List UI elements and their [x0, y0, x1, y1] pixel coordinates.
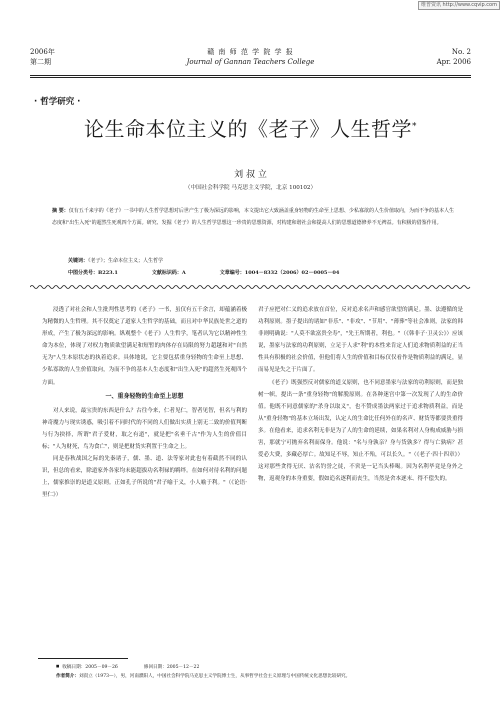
- bullet-icon: ■: [56, 664, 60, 668]
- body-paragraph: 君子应把对仁义的追求放在首位，反对追求名声和感官欲望的满足。墨、法遵循的是功利原则。墨子提出的诸如"非乐"、"非攻"、"节用"、"薄葬"等社会准则，法家的韩非则明确说："人莫不欲富贵全寿"，"先王所期者，利也。"（《韩非子·卫灵公》）应该说，墨家与法家的功利原则，立足于人求"利"的本性来肯定人们追求物质利益的正当性具有积极的社会价值，但他们将人生的价值和目标仅仅看作是物质利益的满足，显而易见是失之于片面了。: [258, 307, 463, 374]
- header-rule-bottom: [30, 77, 471, 78]
- journal-name-cn: 赣 南 师 范 学 院 学 报: [207, 48, 294, 56]
- article-number: 文章编号：1004－8332（2006）02－0005－04: [219, 270, 340, 276]
- footnote-author: [56, 672, 466, 681]
- footnote-rule: [38, 658, 128, 659]
- revised-date: 修回日期：2005－12－22: [143, 665, 200, 670]
- header-no: No. 2: [451, 48, 471, 56]
- title-footnote-mark: *: [412, 121, 417, 132]
- author-bio-label: 作者简介：: [56, 674, 79, 679]
- header-date: Apr. 2006: [436, 58, 471, 66]
- keywords-label: 关键词：: [68, 258, 89, 264]
- clc-number: 中图分类号：B223.1: [68, 270, 118, 276]
- running-header: [30, 47, 471, 77]
- body-paragraph: 同是春秋战国之际的先秦诸子，儒、墨、道、法等家对此也有着截然不同的认识，但总的看来，除道家外各家均未能超拔功名利禄的羁绊。在如何对待名利的问题上，儒家推崇的是道义原则。正如孔子所说的"君子喻于义，小人喻于利。"（《论语·里仁》）: [42, 456, 247, 499]
- author-bio-text: 刘叔立（1973—），男，河南濮阳人，中国社会科学院马克思主义学院博士生，从事哲学社会主义原理与中国传统文化思想比较研究。: [78, 674, 351, 679]
- author-name: 刘 叔 立: [234, 170, 267, 180]
- article-title: [0, 113, 501, 142]
- abstract-tail: 有积极的借鉴作用。: [396, 220, 442, 226]
- footnote-dates: [56, 662, 466, 672]
- body-paragraph: 浸透了对社会和人生批判性思考的《老子》一书，虽仅有五千余言，却蕴涵着极为精微的人生哲理。其不仅奠定了道家人生哲学的基础，而且对中华民族处世之道的形成，产生了极为深远的影响。纵观整个《老子》人生哲学，笔者认为它以精神性生命为本位，体现了对权力物质欲望满足和短暂的肉体存在局限的努力超越和对"自然无为"人生本原状态的执着追求。具体地说，它主要包括重身轻物的生命至上思想、少私寡欲的人生价值取向，为而不争的基本人生态度和"出生入死"的超然生死观四个方面。: [42, 307, 247, 386]
- keywords: [68, 256, 163, 266]
- body-paragraph: 《老子》既强烈反对儒家的道义原则，也不同意墨家与法家的功利原则，而是独树一帜，提出一条"重身轻物"的解脱原则。在各种迷宫中第一次发现了人的生命价值。他既不同意儒家的"杀身以取义"，也不赞成墨法两家过于追求物质利益，而是从"重身轻物"的基本立场出发，认定人的生命比任何外在的名声、财货等都要贵重得多。在他看来，追求名利无非是为了人的生命的延续，如果名利对人身构成威胁与损害，那就宁可抛弃名利而保身。他说："名与身孰亲？身与货孰多？得与亡孰病？甚爱必大费，多藏必厚亡。故知足不辱，知止不殆，可以长久。"（《老子·四十四章》）这对那些贪得无厌、沽名钓誉之徒，不啻是一记当头棒喝。因为名利毕竟是身外之物，返观身的本身重要，假如追名逐利而丧生，当然是舍本逐末、得不偿失的。: [258, 379, 463, 483]
- right-column: [258, 304, 463, 485]
- classification-line: [68, 268, 468, 278]
- wavy-divider: [30, 284, 471, 290]
- author-affiliation: （中国社会科学院 马克思主义学院，北京 100102）: [184, 185, 317, 191]
- watermark: 维普资讯 http://www.cqvip.com: [418, 1, 500, 10]
- journal-name-en: Journal of Gannan Teachers College: [186, 58, 315, 66]
- section-heading: 一、重身轻物的生命至上思想: [105, 392, 184, 400]
- header-issue: 第二期: [30, 58, 51, 66]
- abstract-text: 仅有五千来字的《老子》一书中的人生哲学思想对后世产生了极为深远的影响，本文提出它大致涵盖重身轻物的生命至上思想、少私寡欲的人生价值取向，为而不争的基本人生态度和"出生入死"的超然生死观四个方面。研究、发掘《老子》的人生哲学思想这一珍贵的思想资源，对构建和谐社会和提高人们的思想道德修养不无裨益。: [52, 208, 454, 226]
- received-date: 收稿日期：2005－09－26: [62, 665, 118, 670]
- footnote: [56, 662, 466, 681]
- left-column: [42, 304, 247, 502]
- article-title-text: 论生命本位主义的《老子》人生哲学: [84, 117, 412, 141]
- header-rule-top: [30, 75, 471, 76]
- abstract-label: 摘 要：: [52, 208, 69, 214]
- header-right: [437, 47, 471, 67]
- header-year: 2006年: [30, 48, 55, 56]
- abstract: [52, 205, 454, 229]
- document-code: 文献标识码：A: [151, 270, 186, 276]
- keywords-text: 《老子》；生命本位主义；人生哲学: [88, 258, 164, 264]
- section-label: · 哲学研究 ·: [34, 97, 81, 107]
- body-paragraph: 对人来说，最宝贵的东西是什么？古往今来，仁者见仁，智者见智，但名与利的神奇魔力与现实诱惑，吸引着不同时代的不同的人们做出实质上别无二致的价值判断与行为抉择，所谓"君子爱财，取之有道"，就是把"名垂千古"作为人生的价值目标；"人为财死，鸟为食亡"，则是把财货实利置于生命之上。: [42, 407, 247, 451]
- header-center: [30, 47, 471, 67]
